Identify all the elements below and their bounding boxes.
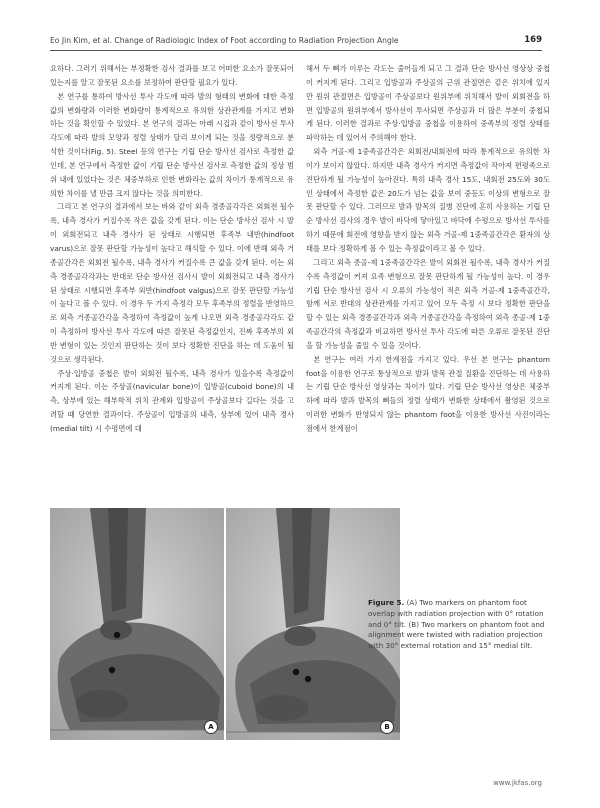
paragraph: 그리고 본 연구의 결과에서 보는 바와 같이 외측 경종골각각은 외회전 될수록, 내측 경사가 커질수록 작은 값을 갖게 된다. 이는 단순 방사선 검사 시 발이 외회전되고 내측 경사가 된 상태로 시행되면 후족부 내반(hindfoot varus)으로 잘못 판단할 가능성이 높다고 해석할 수 있다. 이에 반해 외측 거종골간각은 외회전 될수록, 내측 경사가 커질수록 큰 값을 갖게 된다. 이는 외측 경종골각각과는 반대로 단순 방사선 검사시 발이 외회전되고 내측 경사가 된 상태로 시행되면 후족부 외반(hindfoot valgus)으로 잘못 판단할 가능성이 높다고 볼 수 있다. 이 경우 두 가지 측정각 모두 후족부의 정렬을 반영하므로 외측 거종골간각을 측정하여 측정값이 높게 나오면 외측 경종골각각도 같이 측정하여 방사선 투사 각도에 따른 잘못된 측정값인지, 진짜 후족부의 외반 변형이 있는 것인지 판단하는 것이 보다 정확한 진단을 하는 데 도움이 될 것으로 생각된다. xyxy=(50,202,294,364)
paragraph: 요하다. 그러기 위해서는 부정확한 검사 결과를 보고 어떠한 요소가 잘못되어 있는지를 알고 잘못된 요소를 보정하여 판단할 필요가 있다. xyxy=(50,64,294,87)
figure-caption-text: (A) Two markers on phantom foot overlap with radiation projection with 0° rotation and 0° tilt. (B) Two markers on phantom foot and alignment were twisted with radiation projection with 30° external rotation and 15° medial tilt. xyxy=(368,598,545,651)
panel-label-b: B xyxy=(380,720,394,734)
page-header xyxy=(0,0,600,50)
running-title: Eo Jin Kim, et al. Change of Radiologic Index of Foot according to Radiation Projection Angle xyxy=(50,36,399,45)
paragraph: 해서 두 뼈가 이루는 각도는 줄어들게 되고 그 결과 단순 방사선 영상상 중첩이 커지게 된다. 그리고 입방골과 주상골의 근위 관절면은 같은 위치에 있지만 원위 관절면은 입방골이 주상골보다 원위부에 위치해서 발이 외회전을 하면 입방골의 원위부에서 방사선이 투사되면 주상골과 더 많은 부분이 중첩되게 된다. 이러한 결과로 주상·입방골 중첩을 이용하여 중족부의 정렬 상태를 파악하는 데 있어서 주의해야 한다. xyxy=(306,64,550,143)
left-column xyxy=(50,62,294,436)
paragraph: 외측 거골-제 1중족골간각은 외회전/내회전에 따라 통계적으로 유의한 차이가 보이지 않았다. 하지만 내측 경사가 커지면 측정값이 작아져 편평족으로 진단하게 될 가능성이 높아진다. 특히 내측 경사 15도, 내회전 25도와 30도인 상태에서 측정한 값은 20도가 넘는 값을 보여 중등도 이상의 변형으로 잘못 판단할 수 있다. 그러므로 발과 발목의 질병 진단에 흔히 사용하는 기립 단순 방사선 검사의 경우 발이 바닥에 닿아있고 바닥에 수평으로 방사선 투사를 하기 때문에 회전에 영향을 받지 않는 외측 거골-제 1중족골간각은 환자의 상태를 보다 정확하게 볼 수 있는 측정값이라고 볼 수 있다. xyxy=(306,147,550,253)
xray-image-a xyxy=(50,508,224,740)
figure-label: Figure 5. xyxy=(368,598,405,607)
figure-caption xyxy=(368,598,546,652)
xray-panel-a xyxy=(50,508,224,740)
right-column xyxy=(306,62,550,436)
page-number: 169 xyxy=(524,35,542,45)
panel-label-a: A xyxy=(204,720,218,734)
paragraph: 그리고 외측 종골-제 1중족골간각은 발이 외회전 될수록, 내측 경사가 커질수록 측정값이 커져 요족 변형으로 잘못 판단하게 될 가능성이 높다. 이 경우 기립 단순 방사선 검사 시 오류의 가능성이 적은 외측 거골-제 1중족골간각, 함께 서로 반대의 상관관계를 가지고 있어 모두 측정 시 보다 정확한 판단을 할 수 있는 외측 경종골간각과 외측 거종골간각을 측정하여 외측 종골-제 1중족골간각의 측정값과 비교하면 방사선 투사 각도에 따른 오류로 잘못된 진단을 할 가능성을 줄일 수 있을 것이다. xyxy=(306,257,550,350)
paragraph: 본 연구는 여러 가지 한계점을 가지고 있다. 우선 본 연구는 phantom foot을 이용한 연구로 통상적으로 발과 발목 관절 질환을 진단하는 데 사용하는 기립 단순 방사선 영상과는 차이가 있다. 기립 단순 방사선 영상은 체중부하에 따라 발과 발목의 뼈들의 정렬 상태가 변화한 상태에서 촬영된 것으로 이러한 변화가 반영되지 않는 phantom foot을 이용한 방사선 사진이라는 점에서 한계점이 xyxy=(306,354,550,433)
paragraph: 본 연구를 통하여 방사선 투사 각도에 따라 발의 형태의 변화에 대한 측정값의 변화량과 이러한 변화량이 통계적으로 유의한 상관관계를 가지고 변화하는 것을 확인할 수 있었다. 본 연구의 결과는 아래 시겁과 같이 방사선 투사 각도에 따라 발의 모양과 정렬 상태가 달리 보이게 되는 것을 정량적으로 분석한 것이다(Fig. 5). Steel 등의 연구는 기립 단순 방사선 검사로 측정한 값인데, 본 연구에서 측정한 값이 기립 단순 방사선 검사로 측정한 값의 정상 범위 내에 있었다는 것은 체중부하로 인한 변화라는 값의 차이가 통계적으로 유의한 차이를 낼 만큼 크지 않다는 것을 의미한다. xyxy=(50,91,294,198)
paragraph: 주상·입방골 중첩은 발이 외회전 될수록, 내측 경사가 있을수록 측정값이 커지게 된다. 이는 주상골(navicular bone)이 입방골(cuboid bone)의 내측, 상부에 있는 해부학적 위치 관계와 입방골이 주상골보다 길다는 것을 고려할 때 당연한 결과이다. 주상골이 입방골의 내측, 상부에 있어 내측 경사(medial tilt) 시 수평면에 대 xyxy=(50,368,294,433)
journal-website: www.jkfas.org xyxy=(493,779,542,787)
header-rule xyxy=(50,50,542,51)
